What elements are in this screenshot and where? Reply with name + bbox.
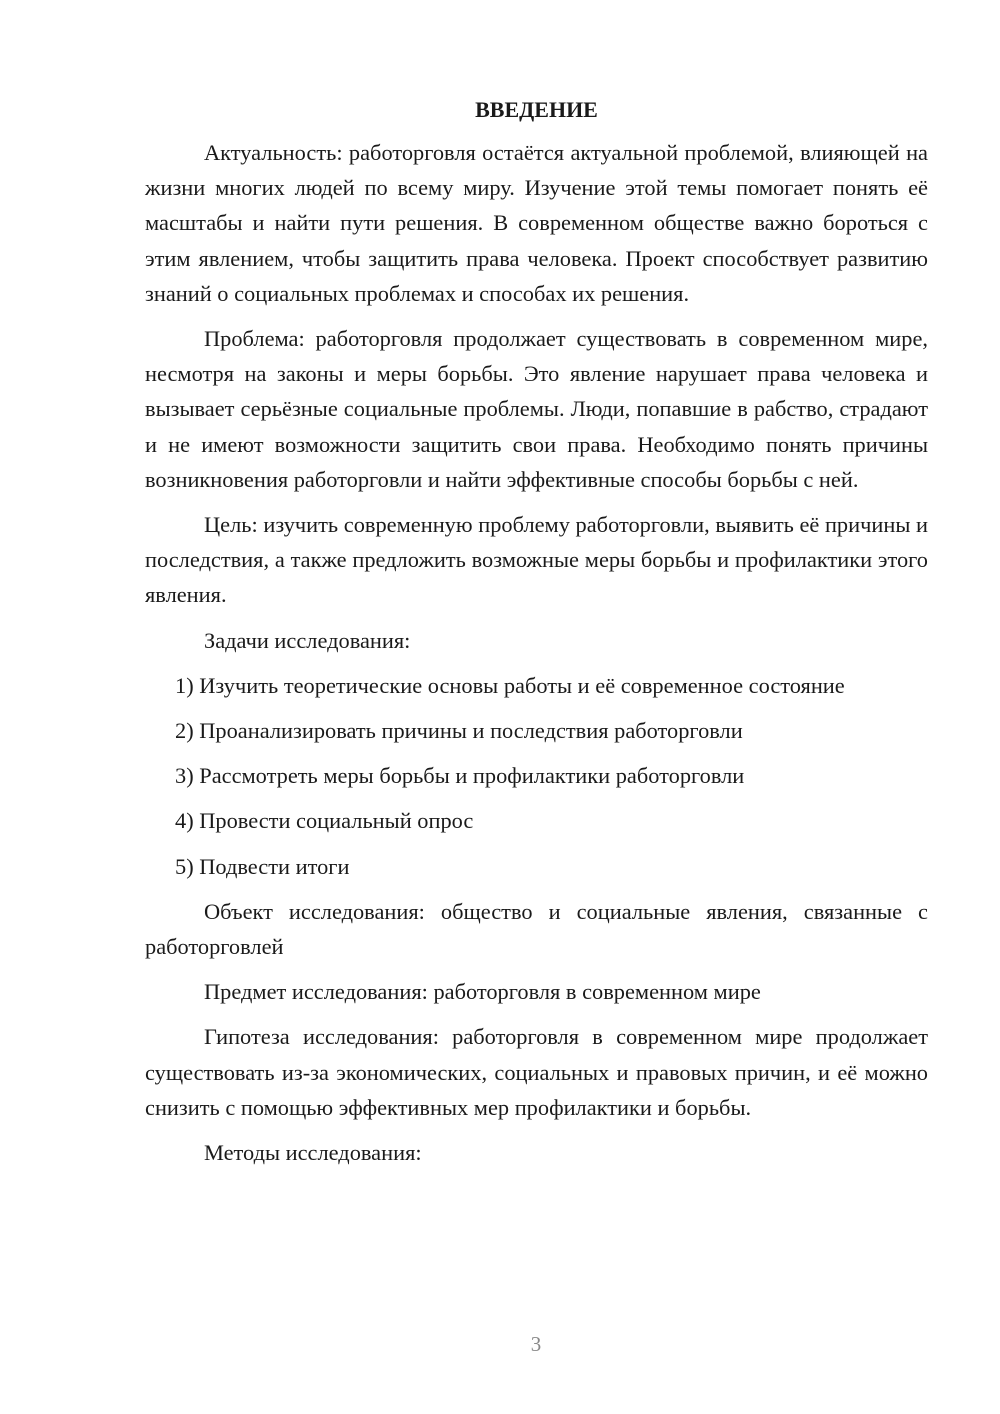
paragraph-problem: Проблема: работорговля продолжает существовать в современном мире, несмотря на законы и меры борьбы. Это явление нарушает права человека и вызывает серьёзные социальные проблемы. Люди, попавшие в рабство, страдают и не имеют возможности защитить свои права. Необходимо понять причины возникновения работорговли и найти эффективные способы борьбы с ней. [145,326,928,492]
paragraph-subject: Предмет исследования: работорговля в современном мире [204,979,761,1005]
page-content [145,92,928,1180]
list-item: 5) Подвести итоги [175,853,350,879]
methods-heading: Методы исследования: [204,1140,422,1166]
paragraph-goal: Цель: изучить современную проблему работорговли, выявить её причины и последствия, а также предложить возможные меры борьбы и профилактики этого явления. [145,512,928,608]
list-item: 3) Рассмотреть меры борьбы и профилактики работорговли [175,763,745,789]
section-title: ВВЕДЕНИЕ [475,97,598,122]
page-number: 3 [530,1332,542,1356]
tasks-heading: Задачи исследования: [204,627,411,653]
paragraph-relevance: Актуальность: работорговля остаётся актуальной проблемой, влияющей на жизни многих людей по всему миру. Изучение этой темы помогает понять её масштабы и найти пути решения. В современном обществе важно бороться с этим явлением, чтобы защитить права человека. Проект способствует развитию знаний о социальных проблемах и способах их решения. [145,140,928,306]
list-item: 1) Изучить теоретические основы работы и её современное состояние [175,672,845,698]
paragraph-object: Объект исследования: общество и социальные явления, связанные с работорговлей [145,898,928,960]
paragraph-hypothesis: Гипотеза исследования: работорговля в современном мире продолжает существовать из-за экономических, социальных и правовых причин, и её можно снизить с помощью эффективных мер профилактики и борьбы. [145,1024,928,1120]
list-item: 4) Провести социальный опрос [175,808,474,834]
list-item: 2) Проанализировать причины и последствия работорговли [175,718,743,744]
tasks-list [145,668,928,884]
